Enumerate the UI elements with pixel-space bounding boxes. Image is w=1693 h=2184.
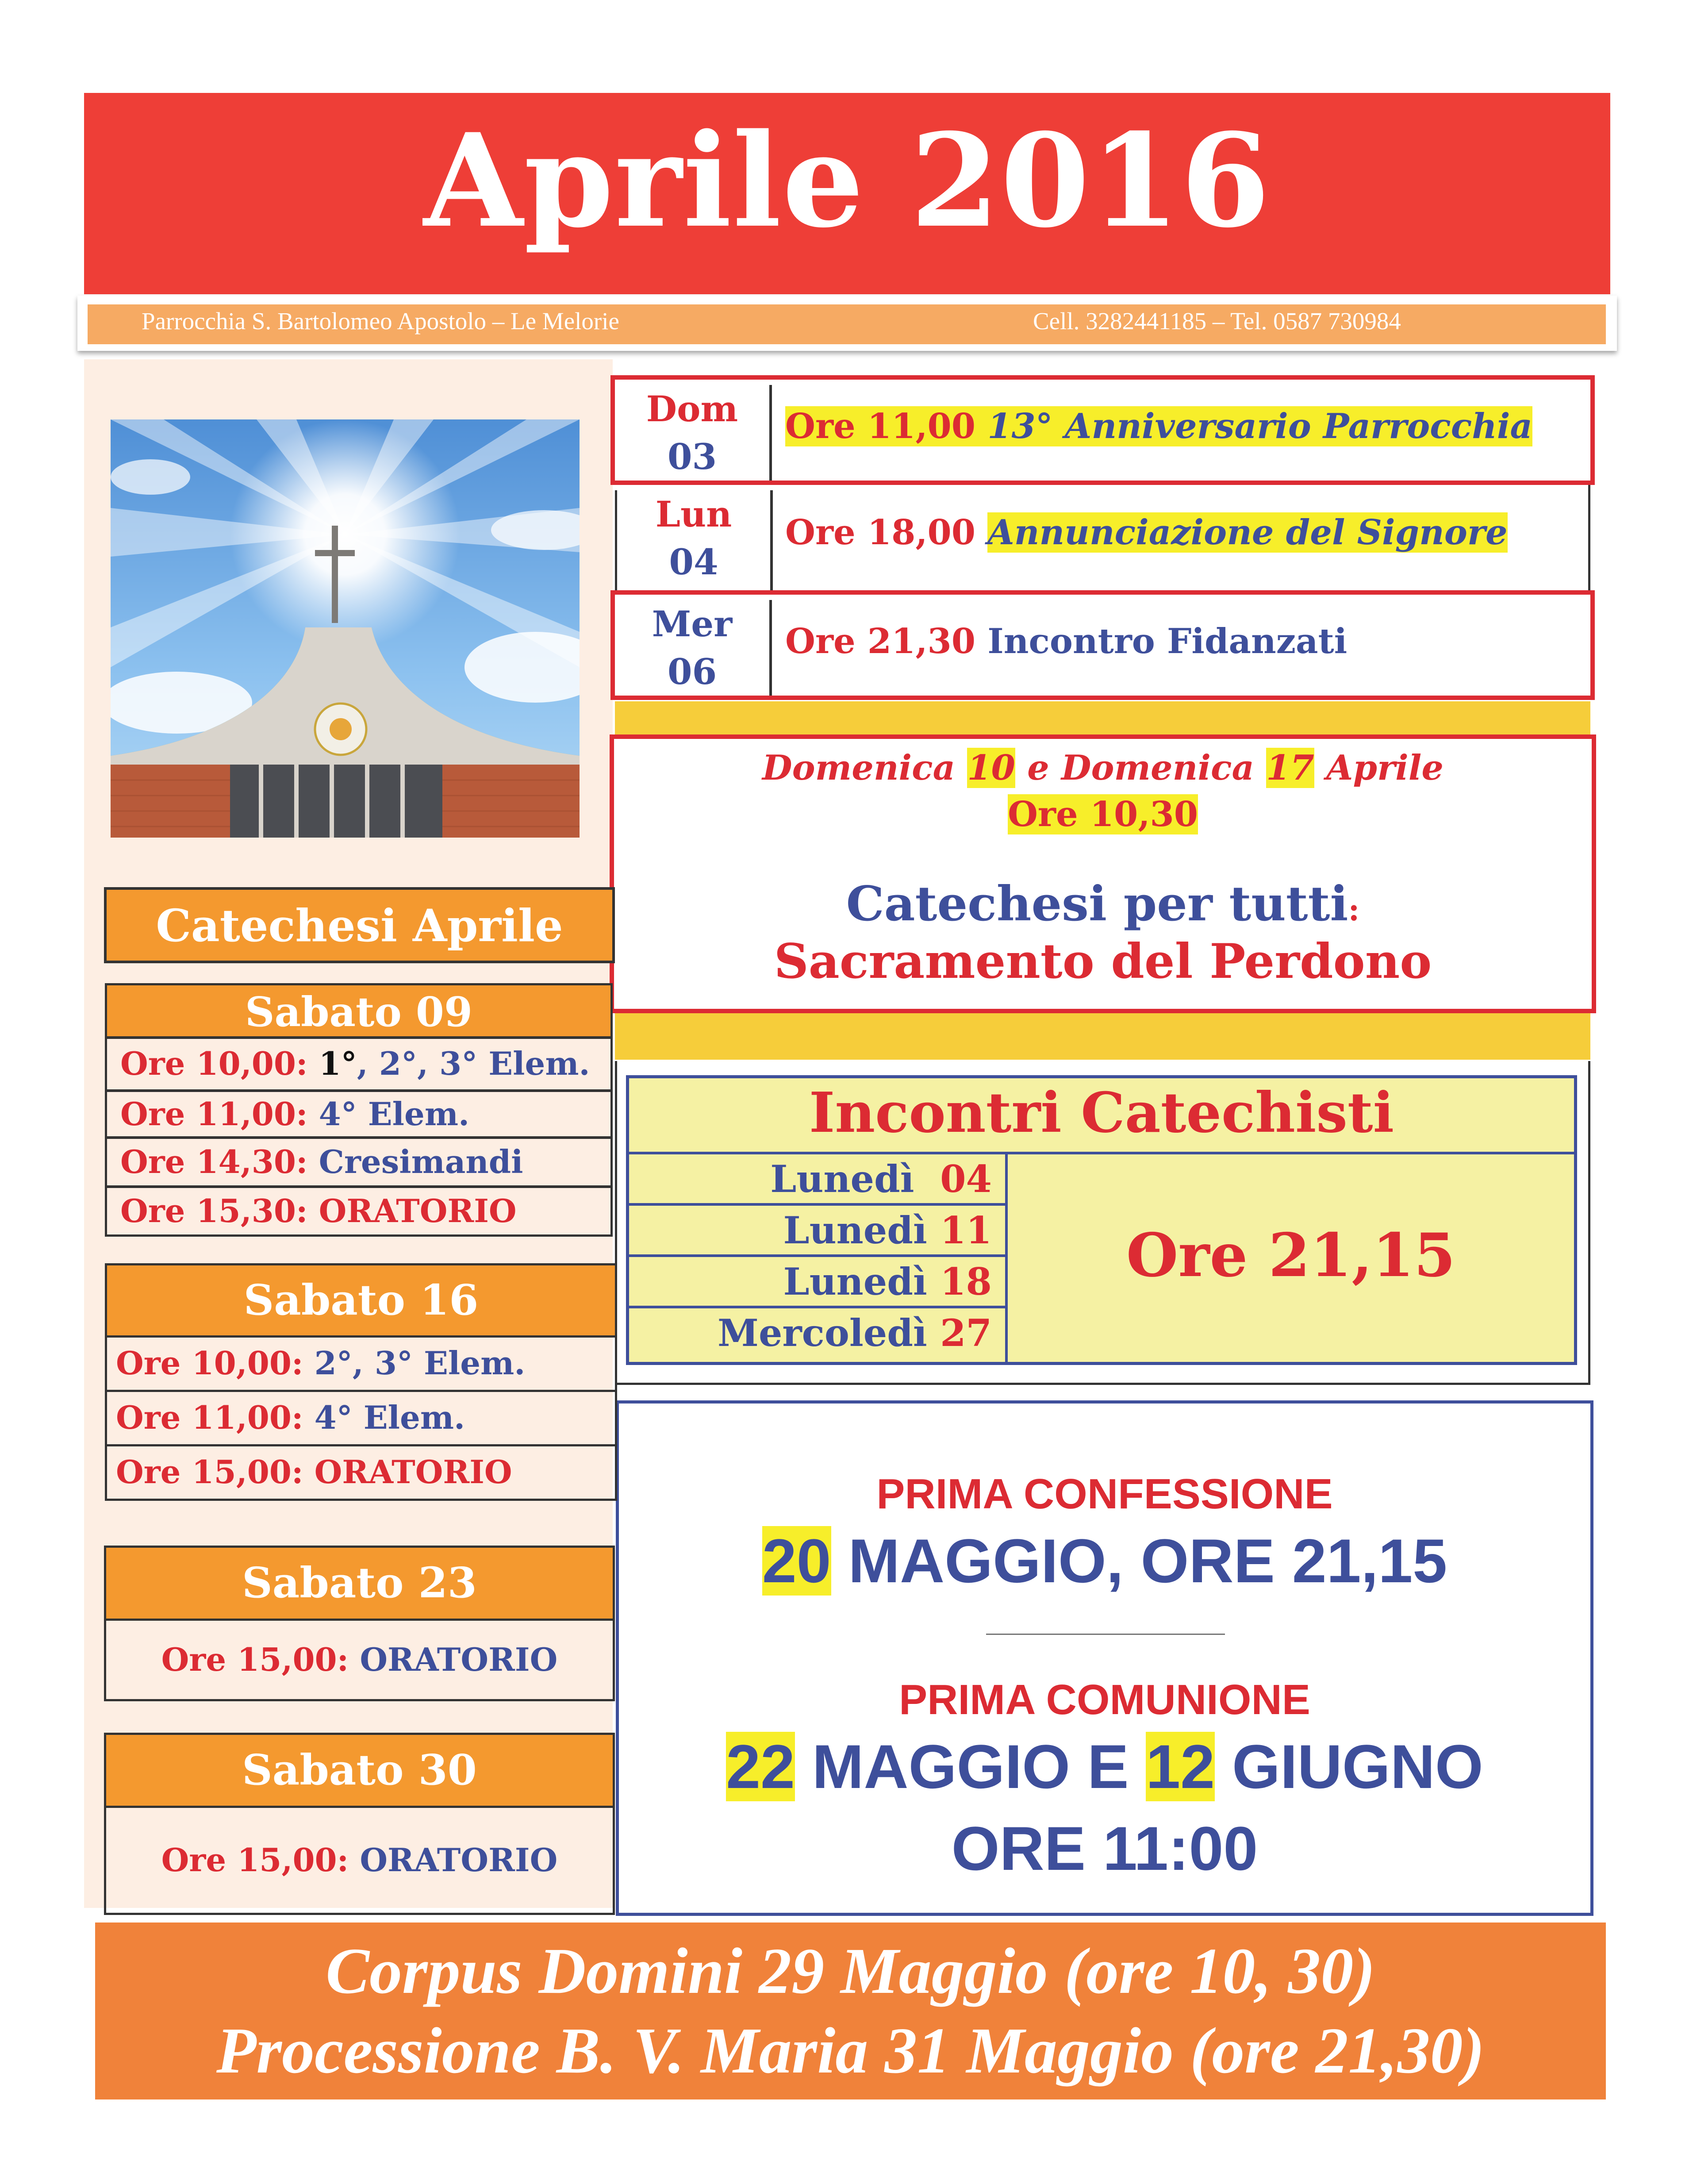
divider [629, 1306, 1008, 1308]
event-weekday: Lun [655, 493, 732, 535]
special-time: Ore 10,30 [1007, 794, 1198, 834]
event-date [615, 600, 772, 696]
event-row [610, 375, 1595, 485]
church-photo [111, 419, 580, 838]
event-time: Ore 18,00 [785, 512, 976, 553]
comunione-time: ORE 11:00 [951, 1814, 1258, 1883]
event-weekday: Dom [646, 388, 738, 430]
event-description [785, 621, 1347, 661]
divider [629, 1254, 1008, 1257]
page-title: Aprile 2016 [423, 106, 1271, 256]
divider [629, 1152, 1574, 1154]
footer-processione: Processione B. V. Maria 31 Maggio (ore 21,30) [216, 2015, 1485, 2087]
catechesi-row: Ore 10,00: 1°, 2°, 3° Elem. [105, 1037, 613, 1092]
event-row [615, 485, 1590, 595]
sabato-23-title: Sabato 23 [104, 1546, 615, 1621]
catechesi-heading: Catechesi Aprile [104, 887, 615, 963]
parish-name: Parrocchia S. Bartolomeo Apostolo – Le Melorie [142, 308, 619, 335]
catechesi-row: Ore 10,00: 2°, 3° Elem. [105, 1335, 617, 1392]
footer-corpus-domini: Corpus Domini 29 Maggio (ore 10, 30) [326, 1935, 1375, 2007]
special-subtitle: Sacramento del Perdono [774, 934, 1432, 989]
special-event-box [610, 734, 1596, 1013]
parish-contacts: Cell. 3282441185 – Tel. 0587 730984 [1033, 308, 1401, 335]
event-description [785, 512, 1508, 553]
event-daynum: 03 [667, 436, 717, 477]
event-date [615, 490, 773, 595]
catechesi-row: Ore 15,00: ORATORIO [104, 1619, 615, 1701]
event-time: Ore 21,30 [785, 621, 976, 661]
special-dates: Domenica 10 e Domenica 17 Aprile [762, 748, 1443, 788]
event-daynum: 04 [669, 541, 718, 583]
event-time: Ore 11,00 [785, 406, 976, 446]
sabato-16-title: Sabato 16 [105, 1263, 617, 1338]
incontri-time: Ore 21,15 [1126, 1220, 1456, 1290]
event-title: 13° Anniversario Parrocchia [987, 406, 1533, 446]
special-title-line: Catechesi per tutti: [846, 876, 1360, 932]
incontri-day: Lunedì 18 [783, 1260, 992, 1303]
catechesi-row: Ore 15,00: ORATORIO [104, 1806, 615, 1915]
incontri-table [626, 1075, 1577, 1365]
comunione-dates: 22 MAGGIO E 12 GIUGNO [726, 1732, 1483, 1801]
event-daynum: 06 [667, 651, 717, 692]
church-illustration [111, 419, 580, 838]
catechesi-row: Ore 14,30: Cresimandi [105, 1137, 613, 1188]
comunione-label: PRIMA COMUNIONE [899, 1676, 1310, 1723]
event-date [615, 385, 772, 481]
confessione-label: PRIMA CONFESSIONE [876, 1470, 1333, 1518]
divider [629, 1203, 1008, 1206]
event-row [610, 590, 1595, 700]
sabato-09-title: Sabato 09 [105, 983, 613, 1038]
sabato-30-title: Sabato 30 [104, 1733, 615, 1808]
sacramenti-box [616, 1400, 1593, 1916]
event-description [785, 406, 1532, 446]
catechesi-row: Ore 15,00: ORATORIO [105, 1444, 617, 1501]
incontri-day: Mercoledì 27 [717, 1311, 992, 1355]
special-time-line [614, 794, 1592, 834]
catechesi-row: Ore 11,00: 4° Elem. [105, 1390, 617, 1446]
incontri-title: Incontri Catechisti [809, 1080, 1394, 1145]
incontri-day: Lunedì 11 [783, 1208, 992, 1252]
event-weekday: Mer [652, 603, 733, 645]
event-title: Incontro Fidanzati [987, 621, 1347, 661]
divider [986, 1634, 1225, 1635]
incontri-day: Lunedì 04 [770, 1157, 992, 1201]
confessione-date: 20 MAGGIO, ORE 21,15 [762, 1526, 1447, 1596]
catechesi-row: Ore 11,00: 4° Elem. [105, 1090, 613, 1138]
special-title: Catechesi per tutti [846, 876, 1348, 932]
event-title: Annunciazione del Signore [987, 512, 1508, 553]
catechesi-row: Ore 15,30: ORATORIO [105, 1186, 613, 1237]
